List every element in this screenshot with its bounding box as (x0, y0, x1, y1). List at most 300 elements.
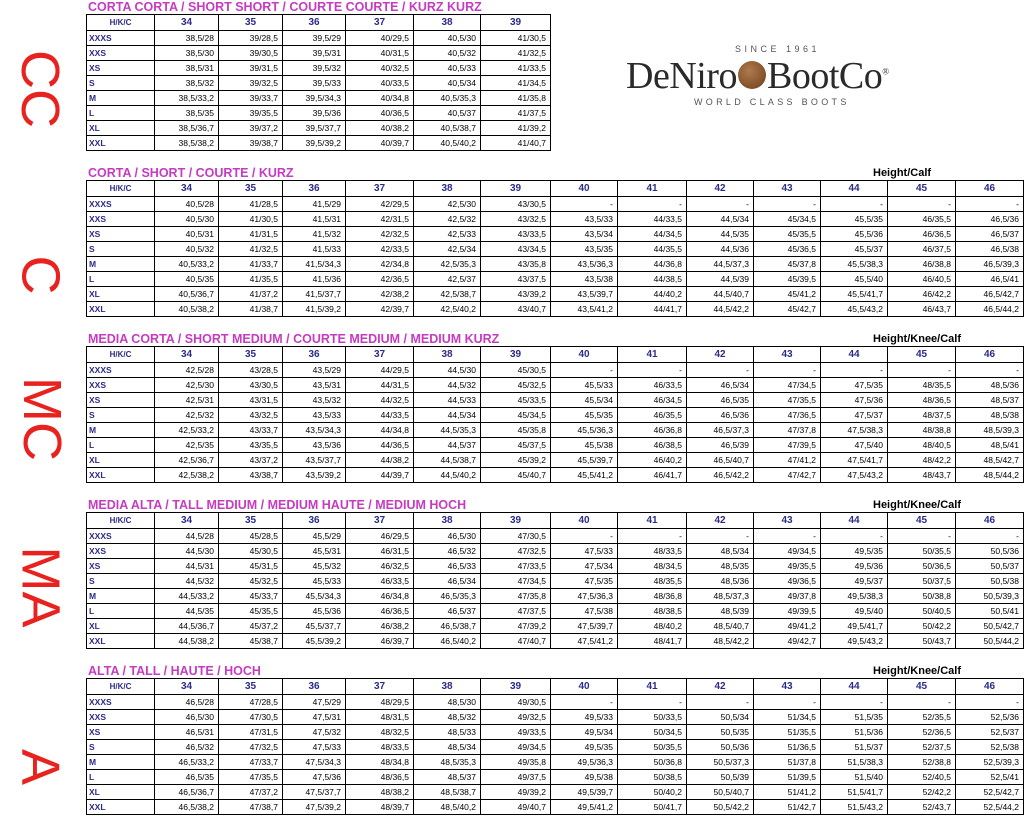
measure-cell: 45,5/39,2 (283, 634, 346, 649)
measure-cell: 51,5/40 (821, 770, 888, 785)
measure-cell: 51,5/41,7 (821, 785, 888, 800)
measure-cell: 39,5/39,2 (283, 136, 346, 151)
measure-cell: 49,5/35 (821, 544, 888, 559)
medallion-icon (738, 61, 766, 89)
measure-cell: 44,5/42,2 (687, 302, 754, 317)
measure-cell: 39,5/36 (283, 106, 346, 121)
logo-registered: ® (882, 66, 889, 77)
measure-cell: 43,5/36 (283, 438, 346, 453)
size-code-cell: XL (87, 453, 155, 468)
header-size: 41 (618, 181, 687, 197)
measure-cell: 39,5/32 (283, 61, 346, 76)
measure-cell: 39/31,5 (219, 61, 283, 76)
measure-cell: 43,5/34,3 (283, 423, 346, 438)
measure-cell: 46/32,5 (346, 559, 414, 574)
measure-cell: 40,5/34 (414, 76, 481, 91)
measure-cell: 49,5/35 (551, 740, 618, 755)
measure-cell: 48/35,5 (888, 378, 956, 393)
measure-cell: 48,5/39 (687, 604, 754, 619)
measure-label: Height/Knee/Calf (873, 499, 962, 511)
measure-cell: 43/33,5 (481, 227, 551, 242)
header-size: 34 (155, 347, 219, 363)
header-size: 38 (414, 513, 481, 529)
measure-cell: 51/34,5 (754, 710, 821, 725)
size-code-cell: L (87, 438, 155, 453)
header-size: 37 (346, 347, 414, 363)
size-code-cell: XXXS (87, 529, 155, 544)
measure-cell: 40,5/38,7 (414, 121, 481, 136)
measure-cell: 47,5/35 (821, 378, 888, 393)
measure-cell: 50,5/37,3 (687, 755, 754, 770)
measure-cell: 44,5/31 (155, 559, 219, 574)
size-code-cell: S (87, 740, 155, 755)
measure-cell: 46,5/37 (956, 227, 1024, 242)
measure-cell: - (618, 529, 687, 544)
measure-cell: 44,5/36,7 (155, 619, 219, 634)
measure-cell: 44,5/35,3 (414, 423, 481, 438)
measure-cell: 49,5/37 (821, 574, 888, 589)
measure-cell: - (754, 529, 821, 544)
measure-cell: - (551, 529, 618, 544)
measure-cell: 50,5/42,2 (687, 800, 754, 815)
measure-cell: 45,5/41,2 (551, 468, 618, 483)
measure-cell: 50,5/35 (687, 725, 754, 740)
measure-cell: 46/38,8 (888, 257, 956, 272)
measure-cell: 45/42,7 (754, 302, 821, 317)
measure-cell: 41,5/31 (283, 212, 346, 227)
measure-cell: 38,5/31 (155, 61, 219, 76)
table-row (87, 725, 1024, 740)
measure-cell: 46,5/30 (414, 529, 481, 544)
measure-cell: 40/39,7 (346, 136, 414, 151)
measure-cell: 47,5/39,2 (283, 800, 346, 815)
measure-cell: 49/39,5 (754, 604, 821, 619)
measure-cell: 41/39,2 (481, 121, 551, 136)
table-row (87, 197, 1024, 212)
measure-cell: 41,5/29 (283, 197, 346, 212)
measure-cell: 44,5/32 (155, 574, 219, 589)
size-code-cell: XS (87, 61, 155, 76)
measure-cell: - (956, 695, 1024, 710)
measure-cell: 47,5/29 (283, 695, 346, 710)
header-size: 43 (754, 347, 821, 363)
measure-cell: 42,5/36,7 (155, 453, 219, 468)
measure-cell: 45/33,7 (219, 589, 283, 604)
measure-cell: 45/35,8 (481, 423, 551, 438)
measure-cell: 38,5/33,2 (155, 91, 219, 106)
measure-cell: 46,5/41 (956, 272, 1024, 287)
table-row (87, 755, 1024, 770)
measure-cell: 43/40,7 (481, 302, 551, 317)
measure-cell: 40,5/38,2 (155, 302, 219, 317)
header-size: 34 (155, 15, 219, 31)
measure-cell: 43,5/35 (551, 242, 618, 257)
measure-cell: 43,5/37,7 (283, 453, 346, 468)
measure-cell: 44,5/40,2 (414, 468, 481, 483)
measure-cell: 46,5/39 (687, 438, 754, 453)
measure-cell: 46/31,5 (346, 544, 414, 559)
header-size: 34 (155, 679, 219, 695)
measure-cell: 44,5/30 (155, 544, 219, 559)
measure-cell: 44,5/39 (687, 272, 754, 287)
measure-cell: 43/35,5 (219, 438, 283, 453)
measure-cell: 39/35,5 (219, 106, 283, 121)
measure-cell: 49,5/38 (551, 770, 618, 785)
measure-cell: 44,5/36 (687, 242, 754, 257)
size-code-cell: L (87, 272, 155, 287)
measure-cell: 50,5/39,3 (956, 589, 1024, 604)
measure-cell: 44,5/33 (414, 393, 481, 408)
measure-cell: 49/39,2 (481, 785, 551, 800)
table-row (87, 363, 1024, 378)
measure-cell: 49/35,8 (481, 755, 551, 770)
measure-cell: 48/31,5 (346, 710, 414, 725)
measure-cell: 47/39,5 (754, 438, 821, 453)
measure-cell: 50/35,5 (618, 740, 687, 755)
header-size: 40 (551, 347, 618, 363)
measure-cell: 39,5/29 (283, 31, 346, 46)
measure-cell: 47/39,2 (481, 619, 551, 634)
measure-cell: 43,5/34 (551, 227, 618, 242)
measure-cell: 50/33,5 (618, 710, 687, 725)
measure-cell: 47/28,5 (219, 695, 283, 710)
logo-brand (626, 54, 889, 98)
header-size: 35 (219, 181, 283, 197)
measure-cell: 42,5/38,7 (414, 287, 481, 302)
measure-cell: 38,5/30 (155, 46, 219, 61)
measure-cell: 46,5/33 (414, 559, 481, 574)
measure-cell: 45,5/34,3 (283, 589, 346, 604)
size-table (86, 512, 1024, 649)
measure-cell: - (551, 363, 618, 378)
header-size: 43 (754, 513, 821, 529)
measure-cell: 40,5/33 (414, 61, 481, 76)
header-hkc: H/K/C (87, 679, 155, 695)
size-code-cell: XS (87, 227, 155, 242)
measure-cell: 47/38,7 (219, 800, 283, 815)
side-label-c-text: C (10, 255, 70, 295)
measure-cell: 45,5/34 (551, 393, 618, 408)
measure-cell: 41/35,8 (481, 91, 551, 106)
measure-cell: - (618, 363, 687, 378)
measure-cell: 45/30,5 (481, 363, 551, 378)
table-row (87, 408, 1024, 423)
measure-cell: 48/40,2 (618, 619, 687, 634)
measure-cell: 43/37,5 (481, 272, 551, 287)
measure-cell: 49/36,5 (754, 574, 821, 589)
header-size: 35 (219, 15, 283, 31)
measure-cell: 45/37,8 (754, 257, 821, 272)
measure-cell: 46,5/36 (687, 408, 754, 423)
header-size: 40 (551, 181, 618, 197)
measure-cell: 40/32,5 (346, 61, 414, 76)
measure-cell: 45,5/36 (283, 604, 346, 619)
measure-cell: 49,5/41,2 (551, 800, 618, 815)
measure-cell: 45,5/31 (283, 544, 346, 559)
size-code-cell: XXL (87, 468, 155, 483)
measure-cell: 44,5/38,7 (414, 453, 481, 468)
measure-cell: 41/32,5 (481, 46, 551, 61)
table-row (87, 257, 1024, 272)
measure-cell: - (754, 695, 821, 710)
size-table (86, 678, 1024, 815)
measure-cell: 52,5/39,3 (956, 755, 1024, 770)
section-title: CORTA CORTA / SHORT SHORT / COURTE COURTE / KURZ KURZ (88, 0, 482, 14)
measure-cell: 40,5/30 (155, 212, 219, 227)
table-header-row (87, 513, 1024, 529)
measure-cell: 41,5/34,3 (283, 257, 346, 272)
measure-cell: 47,5/36 (283, 770, 346, 785)
measure-cell: 45,5/37 (821, 242, 888, 257)
measure-cell: 47/35,5 (754, 393, 821, 408)
measure-cell: 45/34,5 (481, 408, 551, 423)
measure-cell: 44,5/30 (414, 363, 481, 378)
measure-cell: 51,5/38,3 (821, 755, 888, 770)
measure-cell: 44,5/40,7 (687, 287, 754, 302)
table-row (87, 212, 1024, 227)
measure-cell: 50/42,2 (888, 619, 956, 634)
table-row (87, 302, 1024, 317)
measure-cell: 45,5/38 (551, 438, 618, 453)
measure-cell: 43,5/36,3 (551, 257, 618, 272)
measure-cell: 49,5/40 (821, 604, 888, 619)
measure-cell: 44,5/35 (155, 604, 219, 619)
measure-cell: 45/34,5 (754, 212, 821, 227)
measure-cell: 48/33,5 (618, 544, 687, 559)
measure-cell: 47,5/38 (551, 604, 618, 619)
header-hkc: H/K/C (87, 15, 155, 31)
measure-cell: 47,5/32 (283, 725, 346, 740)
measure-cell: 42,5/38,2 (155, 468, 219, 483)
measure-cell: 41/31,5 (219, 227, 283, 242)
table-row (87, 468, 1024, 483)
measure-cell: 47,5/40 (821, 438, 888, 453)
measure-cell: 45/37,5 (481, 438, 551, 453)
table-row (87, 559, 1024, 574)
measure-cell: 45/35,5 (219, 604, 283, 619)
measure-cell: 44/39,7 (346, 468, 414, 483)
measure-cell: 44,5/38,2 (155, 634, 219, 649)
table-row (87, 574, 1024, 589)
measure-cell: 43,5/39,7 (551, 287, 618, 302)
table-row (87, 453, 1024, 468)
measure-cell: 51,5/43,2 (821, 800, 888, 815)
measure-cell: 44/33,5 (618, 212, 687, 227)
measure-cell: 47/34,5 (754, 378, 821, 393)
measure-cell: 50,5/44,2 (956, 634, 1024, 649)
table-row (87, 272, 1024, 287)
measure-cell: 49,5/36,3 (551, 755, 618, 770)
measure-cell: 50,5/40,7 (687, 785, 754, 800)
measure-cell: 43/39,2 (481, 287, 551, 302)
measure-cell: 41/37,2 (219, 287, 283, 302)
measure-cell: 45/39,2 (481, 453, 551, 468)
measure-cell: 38,5/38,2 (155, 136, 219, 151)
measure-cell: 52,5/42,7 (956, 785, 1024, 800)
measure-cell: 42,5/35,3 (414, 257, 481, 272)
logo-brand-left: DeNiro (626, 55, 737, 97)
measure-cell: 47/40,7 (481, 634, 551, 649)
measure-cell: 44,5/34 (414, 408, 481, 423)
header-size: 45 (888, 679, 956, 695)
table-header-row (87, 679, 1024, 695)
measure-cell: 48,5/33 (414, 725, 481, 740)
measure-cell: 46/40,5 (888, 272, 956, 287)
measure-cell: 41,5/37,7 (283, 287, 346, 302)
table-row (87, 529, 1024, 544)
section-title: MEDIA CORTA / SHORT MEDIUM / COURTE MEDIUM / MEDIUM KURZ (88, 332, 500, 346)
measure-cell: 51/42,7 (754, 800, 821, 815)
table-row (87, 438, 1024, 453)
measure-cell: 42,5/34 (414, 242, 481, 257)
measure-cell: 46,5/39,3 (956, 257, 1024, 272)
size-code-cell: XXL (87, 302, 155, 317)
header-size: 35 (219, 347, 283, 363)
measure-cell: 47/31,5 (219, 725, 283, 740)
measure-cell: 50,5/41 (956, 604, 1024, 619)
side-label-cc-text: CC (10, 50, 70, 128)
measure-cell: - (821, 695, 888, 710)
measure-cell: 52/37,5 (888, 740, 956, 755)
measure-cell: 42,5/30 (155, 378, 219, 393)
table-row (87, 589, 1024, 604)
measure-cell: 41,5/39,2 (283, 302, 346, 317)
measure-cell: 46/39,7 (346, 634, 414, 649)
measure-cell: 46,5/31 (155, 725, 219, 740)
measure-cell: 43/31,5 (219, 393, 283, 408)
size-code-cell: S (87, 76, 155, 91)
measure-cell: 43/30,5 (219, 378, 283, 393)
size-code-cell: XS (87, 393, 155, 408)
measure-cell: 48,5/36 (956, 378, 1024, 393)
measure-cell: 46,5/40,7 (687, 453, 754, 468)
measure-cell: 47,5/36,3 (551, 589, 618, 604)
table-row (87, 31, 551, 46)
measure-cell: 42,5/31 (155, 393, 219, 408)
measure-cell: 43,5/32 (283, 393, 346, 408)
header-size: 35 (219, 513, 283, 529)
measure-cell: 46,5/33,2 (155, 755, 219, 770)
measure-cell: 40,5/30 (414, 31, 481, 46)
measure-cell: 40,5/32 (155, 242, 219, 257)
header-size: 45 (888, 181, 956, 197)
header-hkc: H/K/C (87, 347, 155, 363)
header-size: 38 (414, 347, 481, 363)
header-size: 38 (414, 679, 481, 695)
side-label-mc-text: MC (11, 377, 72, 461)
measure-cell: 47,5/38,3 (821, 423, 888, 438)
table-row (87, 378, 1024, 393)
measure-cell: 51/37,8 (754, 755, 821, 770)
size-code-cell: XXXS (87, 197, 155, 212)
size-code-cell: M (87, 755, 155, 770)
header-size: 45 (888, 513, 956, 529)
measure-cell: 40,5/40,2 (414, 136, 481, 151)
measure-cell: 50,5/39 (687, 770, 754, 785)
measure-cell: 43,5/39,2 (283, 468, 346, 483)
header-size: 44 (821, 679, 888, 695)
measure-cell: 50/36,5 (888, 559, 956, 574)
measure-cell: 47,5/33 (283, 740, 346, 755)
measure-cell: 44/34,8 (346, 423, 414, 438)
measure-cell: 40,5/32 (414, 46, 481, 61)
measure-cell: 48,5/40,7 (687, 619, 754, 634)
measure-cell: 46,5/36,7 (155, 785, 219, 800)
section-title: MEDIA ALTA / TALL MEDIUM / MEDIUM HAUTE / MEDIUM HOCH (88, 498, 467, 512)
header-size: 36 (283, 679, 346, 695)
measure-cell: 49/34,5 (481, 740, 551, 755)
table-row (87, 46, 551, 61)
measure-cell: 43,5/31 (283, 378, 346, 393)
table-row (87, 544, 1024, 559)
measure-cell: 49/37,8 (754, 589, 821, 604)
measure-cell: 40,5/28 (155, 197, 219, 212)
size-code-cell: XXS (87, 212, 155, 227)
measure-cell: 46,5/34 (687, 378, 754, 393)
table-row (87, 121, 551, 136)
measure-cell: 43,5/41,2 (551, 302, 618, 317)
measure-cell: 46/29,5 (346, 529, 414, 544)
measure-cell: 41/35,5 (219, 272, 283, 287)
table-row (87, 604, 1024, 619)
header-size: 36 (283, 347, 346, 363)
measure-cell: 49/40,7 (481, 800, 551, 815)
measure-cell: 44/36,5 (346, 438, 414, 453)
size-code-cell: XS (87, 559, 155, 574)
measure-cell: 43,5/38 (551, 272, 618, 287)
table-row (87, 136, 551, 151)
measure-cell: 46,5/38,7 (414, 619, 481, 634)
table-row (87, 393, 1024, 408)
measure-cell: 41,5/33 (283, 242, 346, 257)
measure-cell: 45/36,5 (754, 242, 821, 257)
measure-cell: - (687, 363, 754, 378)
measure-cell: 48/38,5 (618, 604, 687, 619)
measure-cell: 47,5/34 (551, 559, 618, 574)
measure-cell: 45,5/33 (283, 574, 346, 589)
header-size: 36 (283, 181, 346, 197)
measure-cell: 44/32,5 (346, 393, 414, 408)
measure-cell: 46/37,5 (888, 242, 956, 257)
measure-cell: 49/32,5 (481, 710, 551, 725)
measure-cell: 42/34,8 (346, 257, 414, 272)
measure-cell: 46/36,5 (346, 604, 414, 619)
measure-cell: - (956, 363, 1024, 378)
measure-cell: 43/32,5 (219, 408, 283, 423)
size-code-cell: XXS (87, 544, 155, 559)
measure-cell: 49,5/41,7 (821, 619, 888, 634)
measure-cell: 50/41,7 (618, 800, 687, 815)
measure-cell: 48,5/38 (956, 408, 1024, 423)
measure-cell: 48,5/41 (956, 438, 1024, 453)
measure-cell: 48,5/40,2 (414, 800, 481, 815)
section-title: CORTA / SHORT / COURTE / KURZ (88, 166, 294, 180)
measure-cell: 39,5/33 (283, 76, 346, 91)
header-size: 44 (821, 513, 888, 529)
table-row (87, 287, 1024, 302)
measure-cell: 48,5/34 (414, 740, 481, 755)
measure-cell: 47,5/31 (283, 710, 346, 725)
section-title: ALTA / TALL / HAUTE / HOCH (88, 664, 261, 678)
measure-cell: 44,5/33,2 (155, 589, 219, 604)
size-code-cell: XXS (87, 46, 155, 61)
measure-cell: 45,5/40 (821, 272, 888, 287)
measure-cell: 50,5/34 (687, 710, 754, 725)
measure-cell: 52,5/44,2 (956, 800, 1024, 815)
measure-cell: 47,5/33 (551, 544, 618, 559)
size-code-cell: XXL (87, 136, 155, 151)
measure-cell: 52,5/38 (956, 740, 1024, 755)
